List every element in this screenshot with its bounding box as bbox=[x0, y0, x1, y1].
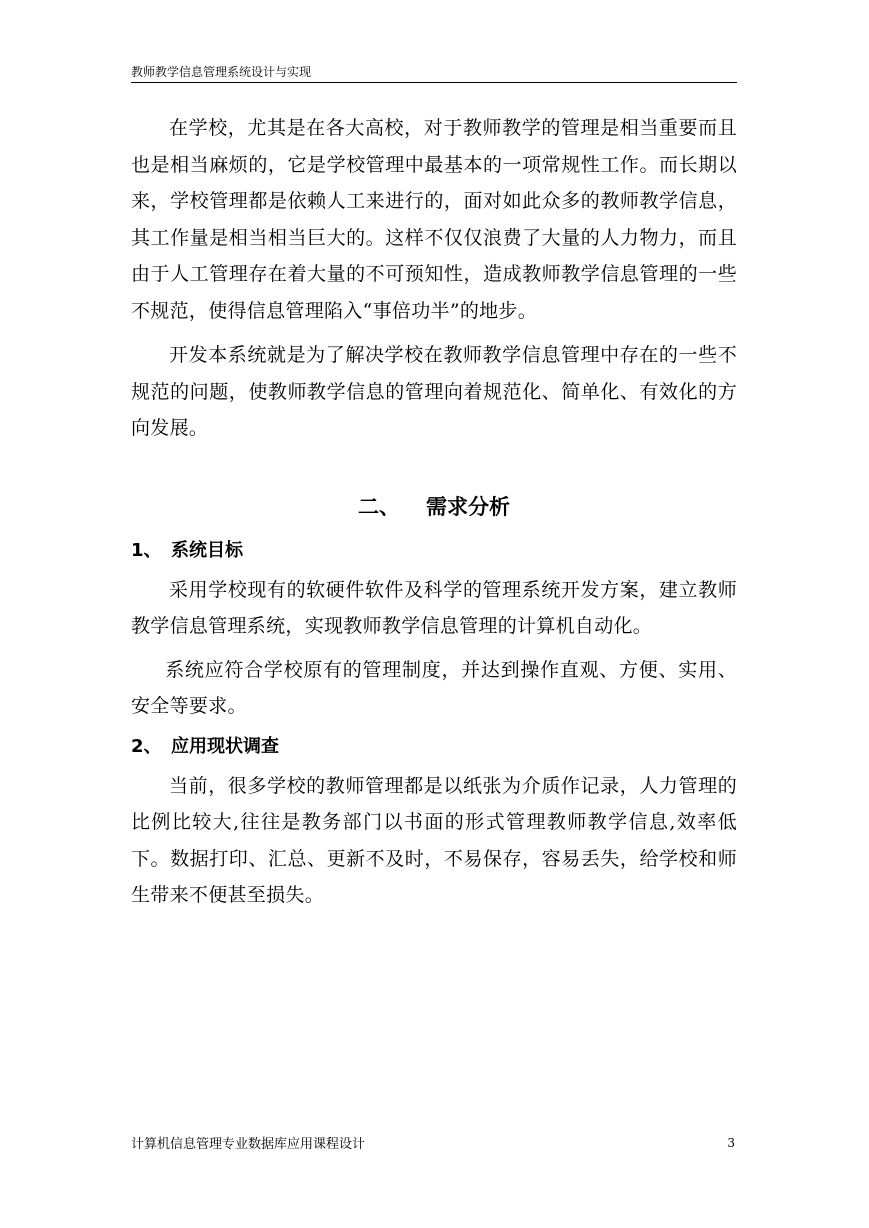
intro-paragraph-1: 在学校，尤其是在各大高校，对于教师教学的管理是相当重要而且也是相当麻烦的，它是学校管理中最基本的一项常规性工作。而长期以来，学校管理都是依赖人工来进行的，面对如此众多的教师教学信息，其工作量是相当相当巨大的。这样不仅仅浪费了大量的人力物力，而且由于人工管理存在着大量的不可预知性，造成教师教学信息管理的一些不规范，使得信息管理陷入“事倍功半”的地步。 bbox=[131, 117, 737, 322]
intro-paragraph-2: 开发本系统就是为了解决学校在教师教学信息管理中存在的一些不规范的问题，使教师教学信息的管理向着规范化、简单化、有效化的方向发展。 bbox=[131, 344, 737, 439]
page-content bbox=[131, 110, 737, 914]
page-footer bbox=[131, 1135, 737, 1155]
footer-text: 计算机信息管理专业数据库应用课程设计 bbox=[131, 1137, 366, 1152]
section-heading bbox=[131, 490, 737, 524]
page-number: 3 bbox=[727, 1136, 735, 1150]
system-goal-paragraph-1: 采用学校现有的软硬件软件及科学的管理系统开发方案，建立教师教学信息管理系统，实现教师教学信息管理的计算机自动化。 bbox=[131, 578, 737, 637]
section-title: 需求分析 bbox=[426, 494, 510, 519]
subheading-current-status bbox=[131, 730, 737, 764]
page-header bbox=[131, 63, 737, 83]
subheading-title: 系统目标 bbox=[171, 539, 243, 561]
subheading-number: 1、 bbox=[131, 539, 162, 561]
system-goal-paragraph-2: 系统应符合学校原有的管理制度，并达到操作直观、方便、实用、安全等要求。 bbox=[131, 658, 737, 717]
section-number: 二、 bbox=[358, 494, 400, 519]
current-status-paragraph: 当前，很多学校的教师管理都是以纸张为介质作记录，人力管理的比例比较大,往往是教务部门以书面的形式管理教师教学信息,效率低下。数据打印、汇总、更新不及时，不易保存，容易丢失，给学校和师生带来不便甚至损失。 bbox=[131, 774, 737, 906]
subheading-title: 应用现状调查 bbox=[171, 735, 279, 757]
subheading-number: 2、 bbox=[131, 735, 162, 757]
subheading-system-goal bbox=[131, 534, 737, 568]
header-title: 教师教学信息管理系统设计与实现 bbox=[131, 65, 312, 79]
